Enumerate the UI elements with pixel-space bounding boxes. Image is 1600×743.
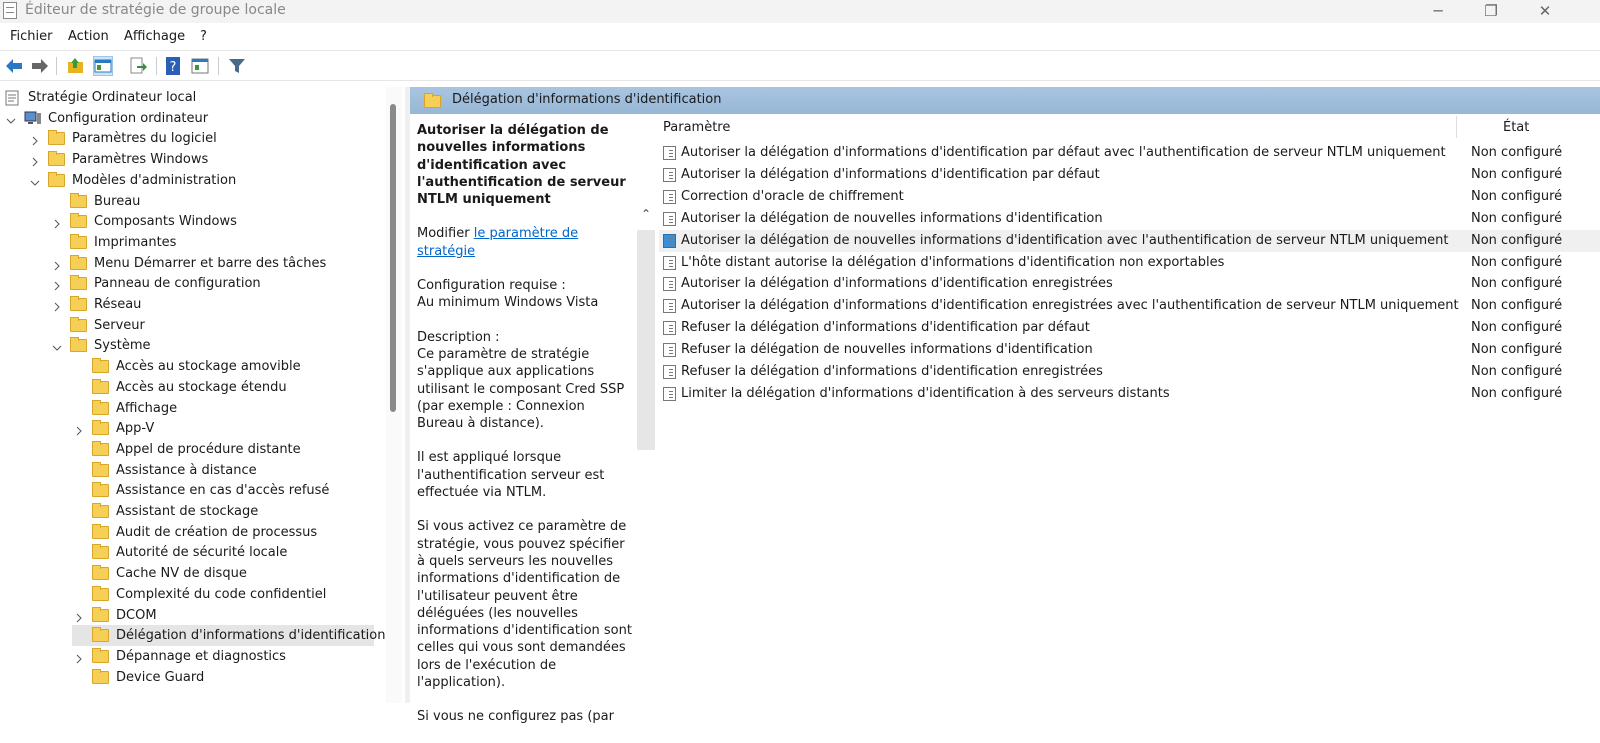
folder-icon: [48, 174, 65, 187]
description-title: Autoriser la délégation de nouvelles informations d'identification avec l'authentification de serveur NTLM uniquement: [417, 123, 626, 208]
tree-node[interactable]: [28, 170, 378, 191]
close-button[interactable]: ✕: [1538, 2, 1552, 20]
folder-icon: [92, 360, 109, 373]
filter-icon[interactable]: [227, 56, 247, 76]
policy-row-label: Correction d'oracle de chiffrement: [681, 188, 904, 204]
description-paragraph: Si vous activez ce paramètre de stratégie, vous pouvez spécifier à quels serveurs les nouvelles informations d'identification de l'utilisateur peuvent être déléguées (les nouvelles informations d'identification sont celles qui vous sont demandées lors de l'exécution de l'application).: [417, 519, 632, 691]
folder-icon: [70, 298, 87, 311]
policy-row-state: Non configuré: [1471, 254, 1563, 270]
tree-node-label: Délégation d'informations d'identification: [116, 628, 386, 644]
title-bar: [0, 0, 1600, 23]
tree-node[interactable]: [72, 439, 378, 460]
up-folder-icon[interactable]: [66, 56, 86, 76]
tree-node-label: Serveur: [94, 317, 145, 333]
tree-node-label: Composants Windows: [94, 214, 237, 230]
tree-node-label: DCOM: [116, 607, 157, 623]
export-list-icon[interactable]: [128, 56, 148, 76]
policy-setting-icon: [663, 212, 676, 226]
tree-node-label: Accès au stockage amovible: [116, 359, 301, 375]
description-text: Ce paramètre de stratégie s'applique aux applications utilisant le composant Cred SSP (par exemple : Connexion Bureau à distance).: [417, 346, 625, 432]
policy-row[interactable]: [659, 230, 1600, 252]
tree-node-label: Assistant de stockage: [116, 504, 259, 519]
chevron-right-icon[interactable]: [74, 650, 84, 660]
folder-icon: [92, 671, 109, 684]
chevron-right-icon[interactable]: [52, 257, 62, 267]
policy-setting-icon: [663, 343, 676, 357]
policy-setting-icon: [663, 299, 676, 313]
tree-node[interactable]: [28, 128, 378, 149]
folder-icon: [92, 464, 109, 477]
folder-icon: [48, 132, 65, 145]
folder-icon: [70, 215, 87, 228]
tree-node-label: App-V: [116, 421, 155, 437]
policy-row-label: Limiter la délégation d'informations d'identification à des serveurs distants: [681, 385, 1170, 401]
folder-icon: [70, 195, 87, 208]
menu-affichage[interactable]: Affichage: [124, 29, 186, 44]
policy-row-state: Non configuré: [1471, 364, 1563, 379]
chevron-right-icon[interactable]: [74, 422, 84, 432]
tree-node[interactable]: [72, 667, 378, 688]
folder-icon: [92, 422, 109, 435]
help-icon[interactable]: [164, 56, 184, 76]
console-tree[interactable]: [0, 87, 409, 703]
tree-node[interactable]: [50, 273, 378, 294]
tree-node-label: Configuration ordinateur: [48, 110, 209, 126]
requirements-value: Au minimum Windows Vista: [417, 295, 599, 311]
policy-row[interactable]: [659, 361, 1600, 383]
policy-row[interactable]: [659, 317, 1600, 339]
tree-node-label: Audit de création de processus: [116, 524, 318, 540]
description-scrollbar-thumb[interactable]: [637, 230, 655, 450]
show-hide-tree-icon[interactable]: [93, 56, 113, 76]
chevron-right-icon[interactable]: [30, 132, 40, 142]
policy-row[interactable]: [659, 208, 1600, 230]
description-label: Description :: [417, 329, 500, 345]
tree-node[interactable]: [50, 232, 378, 253]
toolbar-separator: [56, 57, 57, 75]
edit-policy-link[interactable]: le paramètre de stratégie: [417, 226, 579, 259]
tree-node-label: Stratégie Ordinateur local: [28, 90, 197, 105]
tree-node[interactable]: [72, 377, 378, 398]
folder-icon: [92, 650, 109, 663]
scroll-up-icon[interactable]: ⌃: [640, 207, 652, 221]
policy-row-state: Non configuré: [1471, 320, 1563, 336]
policy-row[interactable]: [659, 383, 1600, 405]
tree-node[interactable]: [50, 191, 378, 212]
tree-node[interactable]: [50, 294, 378, 315]
folder-icon: [70, 319, 87, 332]
toolbar-separator: [156, 57, 157, 75]
tree-node[interactable]: [72, 605, 378, 626]
window-title: Éditeur de stratégie de groupe locale: [25, 2, 286, 18]
tree-node[interactable]: [72, 542, 378, 563]
policy-row-state: Non configuré: [1471, 342, 1563, 358]
back-arrow-icon[interactable]: [4, 56, 24, 76]
tree-node-label: Device Guard: [116, 669, 205, 685]
chevron-down-icon[interactable]: [52, 339, 62, 349]
chevron-right-icon[interactable]: [52, 277, 62, 287]
tree-node[interactable]: [72, 398, 378, 419]
policy-row-state: Non configuré: [1471, 145, 1563, 160]
policy-row-state: Non configuré: [1471, 210, 1563, 226]
tree-node-label: Modèles d'administration: [72, 172, 237, 188]
menu-action[interactable]: Action: [68, 29, 109, 44]
column-header-setting[interactable]: Paramètre: [663, 120, 731, 135]
requirements-label: Configuration requise :: [417, 278, 566, 294]
policy-row-label: Autoriser la délégation de nouvelles informations d'identification: [681, 210, 1103, 226]
policy-row-state: Non configuré: [1471, 232, 1563, 248]
description-block: [417, 329, 635, 433]
tree-node[interactable]: [72, 584, 378, 605]
folder-icon: [92, 567, 109, 580]
tree-node-label: Réseau: [94, 297, 142, 312]
policy-row-label: Autoriser la délégation d'informations d'identification enregistrées avec l'authentification de serveur NTLM uniquement: [681, 298, 1459, 314]
chevron-right-icon[interactable]: [74, 609, 84, 619]
policy-row-label: Refuser la délégation d'informations d'identification par défaut: [681, 320, 1090, 336]
folder-icon: [70, 236, 87, 249]
tree-node-label: Assistance en cas d'accès refusé: [116, 483, 330, 499]
policy-setting-icon: [663, 146, 676, 160]
description-paragraph: Il est appliqué lorsque l'authentification serveur est effectuée via NTLM.: [417, 450, 605, 501]
tree-node-label: Dépannage et diagnostics: [116, 648, 286, 664]
folder-icon: [92, 546, 109, 559]
policy-row-state: Non configuré: [1471, 276, 1563, 292]
folder-icon: [92, 443, 109, 456]
policy-setting-icon: [663, 190, 676, 204]
description-paragraph: Si vous ne configurez pas (par: [417, 709, 614, 725]
chevron-down-icon[interactable]: [30, 174, 40, 184]
folder-icon: [70, 257, 87, 270]
tree-node-label: Menu Démarrer et barre des tâches: [94, 255, 327, 271]
policy-row-label: L'hôte distant autorise la délégation d'informations d'identification non exportables: [681, 254, 1225, 270]
policy-row-label: Refuser la délégation d'informations d'identification enregistrées: [681, 364, 1103, 379]
policy-row-state: Non configuré: [1471, 188, 1563, 204]
policy-row[interactable]: [659, 273, 1600, 295]
tree-node[interactable]: [50, 211, 378, 232]
policy-setting-icon: [663, 365, 676, 379]
menu-bar: [0, 25, 1600, 50]
tree-node-label: Paramètres du logiciel: [72, 131, 217, 147]
tree-node-label: Système: [94, 338, 151, 354]
chevron-right-icon[interactable]: [52, 298, 62, 308]
description-panel: [417, 122, 635, 743]
policy-setting-icon: [663, 234, 676, 248]
tree-node-label: Cache NV de disque: [116, 566, 247, 582]
folder-icon: [92, 526, 109, 539]
policy-row-label: Refuser la délégation de nouvelles informations d'identification: [681, 342, 1093, 358]
tree-node[interactable]: [28, 149, 378, 170]
folder-icon: [92, 505, 109, 518]
policy-row[interactable]: [659, 186, 1600, 208]
policy-row-state: Non configuré: [1471, 166, 1563, 182]
tree-node[interactable]: [4, 108, 378, 129]
policy-setting-icon: [663, 277, 676, 291]
tree-node[interactable]: [50, 335, 378, 356]
edit-prefix: Modifier: [417, 226, 474, 242]
policy-row[interactable]: [659, 295, 1600, 317]
tree-node-label: Panneau de configuration: [94, 276, 261, 292]
folder-icon: [92, 484, 109, 497]
policy-setting-icon: [663, 256, 676, 270]
tree-node[interactable]: [50, 315, 378, 336]
folder-icon: [70, 339, 87, 352]
svg-text:?: ?: [169, 60, 177, 75]
column-header-state[interactable]: État: [1503, 120, 1530, 135]
tree-node[interactable]: [72, 356, 378, 377]
tree-scrollbar-thumb[interactable]: [390, 104, 396, 412]
tree-node-label: Accès au stockage étendu: [116, 379, 287, 395]
policy-setting-icon: [663, 321, 676, 335]
app-icon: [3, 2, 17, 19]
policy-row[interactable]: [659, 142, 1600, 164]
policy-row-state: Non configuré: [1471, 385, 1563, 401]
tree-node-label: Paramètres Windows: [72, 152, 209, 168]
properties-icon[interactable]: [190, 56, 210, 76]
toolbar: [0, 50, 1600, 81]
policy-row-label: Autoriser la délégation d'informations d'identification enregistrées: [681, 276, 1113, 292]
tree-node-label: Bureau: [94, 193, 141, 209]
policy-setting-icon: [663, 168, 676, 182]
policy-row[interactable]: [659, 252, 1600, 274]
folder-icon: [424, 95, 441, 108]
restore-button[interactable]: ❐: [1484, 2, 1498, 20]
tree-node[interactable]: [72, 625, 386, 646]
chevron-right-icon[interactable]: [30, 153, 40, 163]
policy-setting-icon: [663, 387, 676, 401]
menu-help[interactable]: ?: [200, 29, 207, 44]
toolbar-separator: [218, 57, 219, 75]
tree-node-label: Autorité de sécurité locale: [116, 545, 288, 561]
folder-icon: [92, 609, 109, 622]
folder-icon: [48, 153, 65, 166]
folder-icon: [92, 381, 109, 394]
tree-node[interactable]: [72, 501, 378, 522]
column-divider[interactable]: [1456, 116, 1457, 138]
minimize-button[interactable]: ─: [1433, 2, 1443, 20]
tree-node-label: Imprimantes: [94, 234, 177, 250]
tree-node[interactable]: [72, 418, 378, 439]
folder-icon: [92, 588, 109, 601]
tree-node-label: Appel de procédure distante: [116, 441, 301, 457]
edit-policy-line: [417, 225, 635, 260]
policy-row[interactable]: [659, 339, 1600, 361]
folder-icon: [92, 402, 109, 415]
tree-node[interactable]: [50, 253, 378, 274]
tree-node[interactable]: [72, 480, 378, 501]
policy-row-state: Non configuré: [1471, 298, 1563, 314]
chevron-right-icon[interactable]: [52, 215, 62, 225]
tree-node-label: Complexité du code confidentiel: [116, 586, 327, 602]
details-header-title: Délégation d'informations d'identification: [452, 92, 722, 107]
tree-node-label: Assistance à distance: [116, 462, 257, 478]
tree-node-label: Affichage: [116, 400, 178, 416]
menu-fichier[interactable]: Fichier: [10, 29, 53, 44]
tree-node[interactable]: [4, 87, 378, 108]
folder-icon: [92, 629, 109, 642]
policy-row-label: Autoriser la délégation d'informations d'identification par défaut avec l'authentification de serveur NTLM uniquement: [681, 145, 1446, 160]
policy-row-label: Autoriser la délégation de nouvelles informations d'identification avec l'authentification de serveur NTLM uniquement: [681, 232, 1449, 248]
tree-node[interactable]: [72, 460, 378, 481]
tree-node[interactable]: [72, 522, 378, 543]
pane-splitter[interactable]: [405, 87, 410, 703]
policy-row[interactable]: [659, 164, 1600, 186]
forward-arrow-icon[interactable]: [30, 56, 50, 76]
policy-row-label: Autoriser la délégation d'informations d'identification par défaut: [681, 166, 1100, 182]
tree-node[interactable]: [72, 563, 378, 584]
tree-node[interactable]: [72, 646, 378, 667]
chevron-down-icon[interactable]: [6, 112, 16, 122]
folder-icon: [70, 277, 87, 290]
requirements: [417, 277, 635, 312]
